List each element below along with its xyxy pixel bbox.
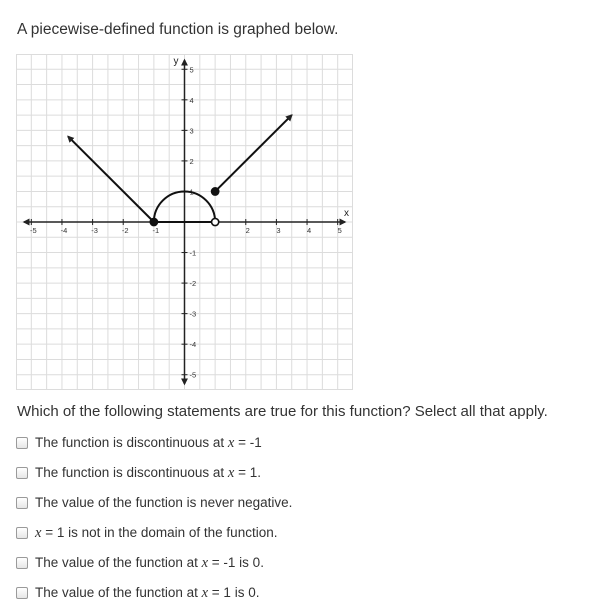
y-tick-label: -2 [189, 279, 197, 289]
option-4[interactable] [16, 524, 292, 554]
x-tick-label: 4 [306, 226, 312, 235]
question-text: Which of the following statements are true for this function? Select all that apply. [17, 403, 548, 420]
option-2-label[interactable]: The function is discontinuous at x = 1. [35, 465, 261, 481]
option-6-label[interactable]: The value of the function at x = 1 is 0. [35, 585, 260, 601]
x-tick-label: -2 [121, 226, 129, 235]
y-axis-label: y [173, 56, 179, 67]
option-5-checkbox[interactable] [16, 557, 28, 569]
option-5-label[interactable]: The value of the function at x = -1 is 0. [35, 555, 264, 571]
y-tick-label: 4 [189, 95, 194, 105]
x-tick-label: -3 [91, 226, 98, 235]
option-1-checkbox[interactable] [16, 437, 28, 449]
x-tick-label: 2 [245, 226, 250, 235]
answer-options [16, 434, 292, 614]
x-axis-label: x [344, 208, 349, 219]
closed-point [212, 188, 219, 195]
ray-line [68, 136, 154, 222]
x-tick-label: 3 [276, 226, 281, 235]
graph-container [16, 54, 353, 395]
y-tick-label: 3 [189, 126, 194, 136]
x-tick-label: -5 [29, 226, 37, 235]
prompt-text: A piecewise-defined function is graphed below. [17, 21, 339, 38]
y-tick-label: -3 [189, 309, 197, 319]
y-tick-label: -1 [189, 248, 197, 258]
option-2[interactable] [16, 464, 292, 494]
option-1[interactable] [16, 434, 292, 464]
option-2-checkbox[interactable] [16, 467, 28, 479]
function-graph [16, 54, 353, 390]
open-point [212, 218, 219, 225]
option-3-checkbox[interactable] [16, 497, 28, 509]
option-6-checkbox[interactable] [16, 587, 28, 599]
option-3-label[interactable]: The value of the function is never negative. [35, 495, 293, 510]
ray-line [215, 115, 292, 191]
y-tick-label: 1 [189, 187, 194, 197]
x-tick-label: -1 [152, 226, 160, 235]
option-4-label[interactable]: x = 1 is not in the domain of the function. [35, 525, 278, 541]
y-tick-label: -4 [189, 340, 197, 350]
option-5[interactable] [16, 554, 292, 584]
option-3[interactable] [16, 494, 292, 524]
x-tick-label: 5 [337, 226, 342, 235]
x-tick-label: -4 [60, 226, 68, 235]
y-tick-label: 2 [189, 156, 194, 166]
y-tick-label: -5 [189, 370, 197, 380]
option-4-checkbox[interactable] [16, 527, 28, 539]
option-6[interactable] [16, 584, 292, 614]
option-1-label[interactable]: The function is discontinuous at x = -1 [35, 435, 262, 451]
y-tick-label: 5 [189, 65, 194, 75]
closed-point [150, 218, 157, 225]
